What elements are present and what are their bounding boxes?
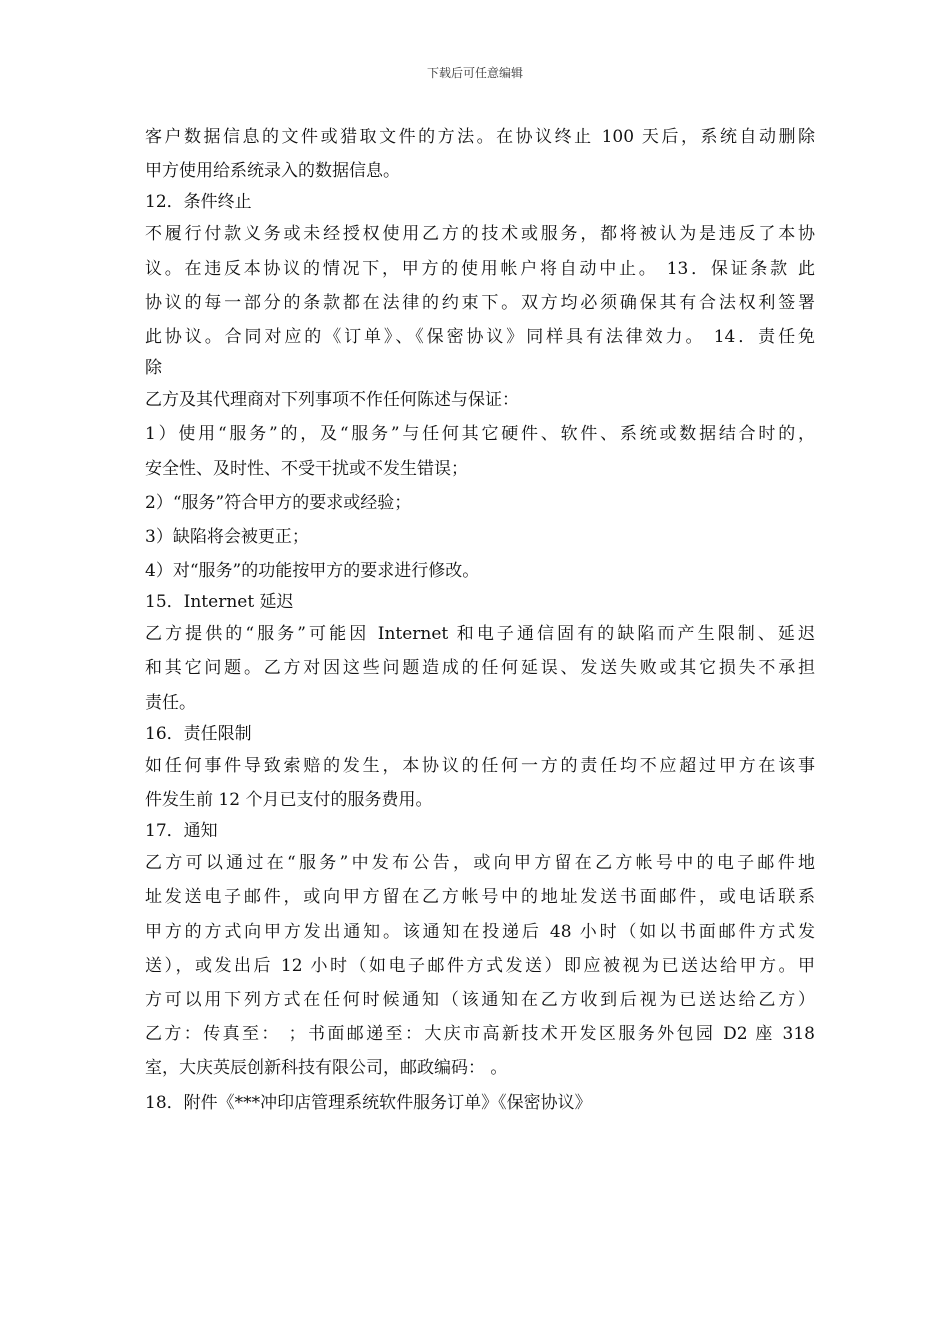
text-line: 此协议。合同对应的《订单》、《保密协议》同样具有法律效力。 14．责任免 (145, 326, 815, 347)
text-line: 16．责任限制 (145, 723, 252, 744)
text-line: 责任。 (145, 692, 196, 713)
text-line: 乙方可以通过在“服务”中发布公告，或向甲方留在乙方帐号中的电子邮件地 (145, 853, 815, 874)
text-line: 议。在违反本协议的情况下，甲方的使用帐户将自动中止。 13．保证条款 此 (145, 258, 815, 279)
text-line: 乙方：传真至： ；书面邮递至：大庆市高新技术开发区服务外包园 D2 座 318 (145, 1024, 815, 1045)
text-line: 方可以用下列方式在任何时候通知（该通知在乙方收到后视为已送达给乙方） (145, 989, 815, 1010)
text-line: 3）缺陷将会被更正； (145, 526, 309, 547)
text-line: 甲方使用给系统录入的数据信息。 (145, 161, 400, 182)
text-line: 室，大庆英辰创新科技有限公司，邮政编码： 。 (145, 1058, 508, 1079)
text-line: 15．Internet 延迟 (145, 592, 294, 613)
text-line: 如任何事件导致索赔的发生，本协议的任何一方的责任均不应超过甲方在该事 (145, 755, 815, 776)
text-line: 18．附件《***冲印店管理系统软件服务订单》《保密协议》 (145, 1092, 592, 1113)
text-line: 不履行付款义务或未经授权使用乙方的技术或服务，都将被认为是违反了本协 (145, 224, 815, 245)
text-line: 乙方提供的“服务”可能因 Internet 和电子通信固有的缺陷而产生限制、延迟 (145, 624, 815, 645)
text-line: 和其它问题。乙方对因这些问题造成的任何延误、发送失败或其它损失不承担 (145, 658, 815, 679)
text-line: 1）使用“服务”的，及“服务”与任何其它硬件、软件、系统或数据结合时的， (145, 424, 815, 445)
text-line: 送），或发出后 12 小时（如电子邮件方式发送）即应被视为已送达给甲方。甲 (145, 955, 815, 976)
text-line: 客户数据信息的文件或猎取文件的方法。在协议终止 100 天后，系统自动删除 (145, 127, 815, 147)
text-line: 件发生前 12 个月已支付的服务费用。 (145, 790, 433, 810)
text-line: 12．条件终止 (145, 192, 252, 213)
text-line: 安全性、及时性、不受干扰或不发生错误； (145, 458, 468, 479)
text-line: 4）对“服务”的功能按甲方的要求进行修改。 (145, 561, 480, 582)
text-line: 2）“服务”符合甲方的要求或经验； (145, 492, 412, 513)
text-line: 乙方及其代理商对下列事项不作任何陈述与保证： (145, 390, 519, 411)
text-line: 甲方的方式向甲方发出通知。该通知在投递后 48 小时（如以书面邮件方式发 (145, 921, 815, 942)
text-line: 址发送电子邮件，或向甲方留在乙方帐号中的地址发送书面邮件，或电话联系 (145, 887, 815, 908)
text-line: 除 (145, 358, 162, 379)
text-line: 协议的每一部分的条款都在法律的约束下。双方均必须确保其有合法权利签署 (145, 292, 815, 313)
page-header: 下载后可任意编辑 (426, 66, 523, 80)
document-body (145, 120, 815, 1120)
text-line: 17．通知 (145, 821, 218, 842)
